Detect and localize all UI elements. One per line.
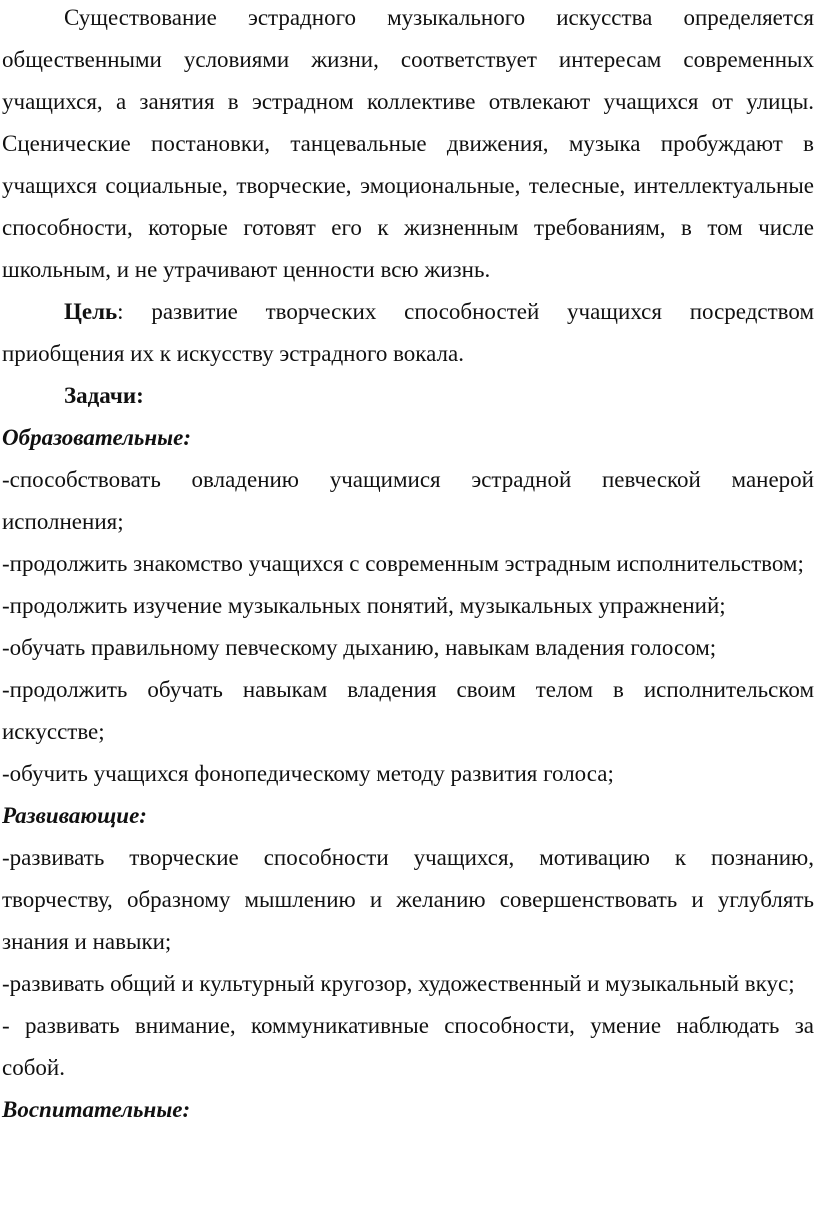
list-item: -продолжить изучение музыкальных понятий, музыкальных упражнений; xyxy=(2,593,726,618)
document-page xyxy=(2,0,814,1131)
list-item: -развивать общий и культурный кругозор, художественный и музыкальный вкус; xyxy=(2,971,795,996)
list-item: - развивать внимание, коммуникативные способности, умение наблюдать за собой. xyxy=(2,1013,814,1080)
upbringing-heading: Воспитательные: xyxy=(2,1097,191,1122)
list-item: -продолжить обучать навыкам владения своим телом в исполнительском искусстве; xyxy=(2,677,814,744)
goal-paragraph xyxy=(2,291,814,375)
tasks-heading: Задачи: xyxy=(64,383,144,408)
goal-text: : развитие творческих способностей учащихся посредством приобщения их к искусству эстрадного вокала. xyxy=(2,299,814,366)
list-item: -продолжить знакомство учащихся с современным эстрадным исполнительством; xyxy=(2,551,804,576)
intro-paragraph: Существование эстрадного музыкального искусства определяется общественными условиями жизни, соответствует интересам современных учащихся, а занятия в эстрадном коллективе отвлекают учащихся от улицы. Сценические постановки, танцевальные движения, музыка пробуждают в учащихся социальные, творческие, эмоциональные, телесные, интеллектуальные способности, которые готовят его к жизненным требованиям, в том числе школьным, и не утрачивают ценности всю жизнь. xyxy=(2,5,814,282)
goal-label: Цель xyxy=(64,299,118,324)
educational-heading: Образовательные: xyxy=(2,425,192,450)
developmental-list xyxy=(2,837,814,1089)
list-item: -способствовать овладению учащимися эстрадной певческой манерой исполнения; xyxy=(2,467,814,534)
list-item: -развивать творческие способности учащихся, мотивацию к познанию, творчеству, образному мышлению и желанию совершенствовать и углублять знания и навыки; xyxy=(2,845,814,954)
educational-list xyxy=(2,459,814,795)
list-item: -обучить учащихся фонопедическому методу развития голоса; xyxy=(2,761,614,786)
developmental-heading: Развивающие: xyxy=(2,803,147,828)
list-item: -обучать правильному певческому дыханию, навыкам владения голосом; xyxy=(2,635,717,660)
